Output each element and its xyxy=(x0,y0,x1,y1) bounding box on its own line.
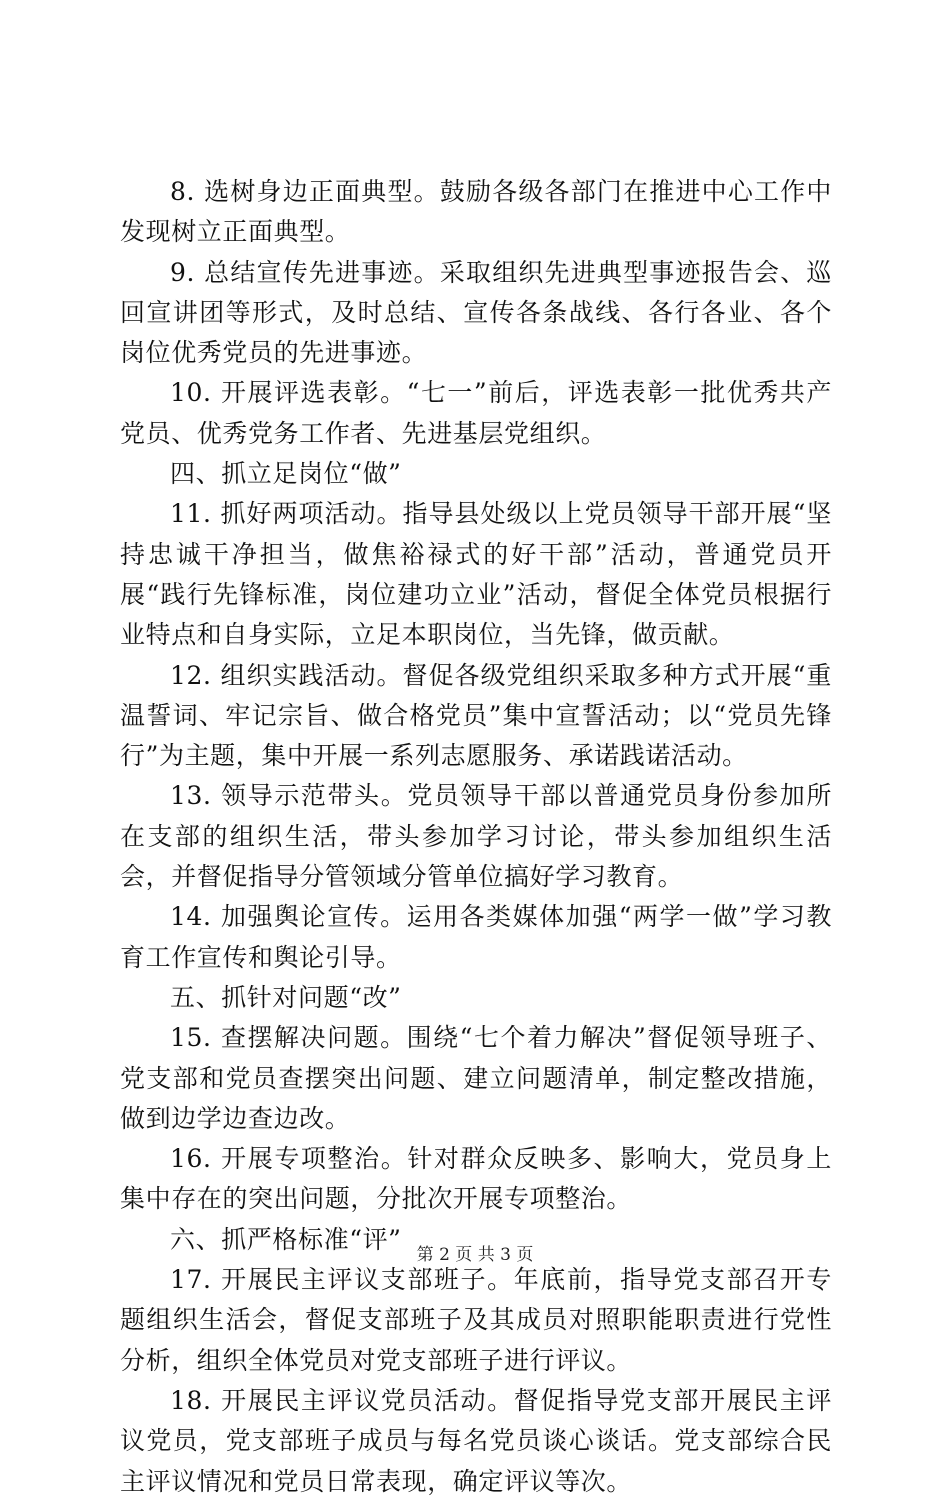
section-heading-4: 四、抓立足岗位“做” xyxy=(170,459,402,489)
paragraph-item-18: 18. 开展民主评议党员活动。督促指导党支部开展民主评议党员，党支部班子成员与每名党员谈心谈话。党支部综合民主评议情况和党员日常表现，确定评议等次。 xyxy=(120,1385,832,1496)
section-heading-5: 五、抓针对问题“改” xyxy=(170,982,402,1012)
page-number-footer: 第 2 页 共 3 页 xyxy=(416,1245,534,1265)
paragraph-item-17: 17. 开展民主评议支部班子。年底前，指导党支部召开专题组织生活会，督促支部班子及其成员对照职能职责进行党性分析，组织全体党员对党支部班子进行评议。 xyxy=(120,1265,832,1375)
paragraph-item-9: 9. 总结宣传先进事迹。采取组织先进典型事迹报告会、巡回宣讲团等形式，及时总结、宣传各条战线、各行各业、各个岗位优秀党员的先进事迹。 xyxy=(120,257,832,368)
paragraph-item-13: 13. 领导示范带头。党员领导干部以普通党员身份参加所在支部的组织生活，带头参加学习讨论，带头参加组织生活会，并督促指导分管领域分管单位搞好学习教育。 xyxy=(120,781,832,892)
paragraph-item-11: 11. 抓好两项活动。指导县处级以上党员领导干部开展“坚持忠诚干净担当，做焦裕禄式的好干部”活动，普通党员开展“践行先锋标准，岗位建功立业”活动，督促全体党员根据行业特点和自身实际，立足本职岗位，当先锋，做贡献。 xyxy=(120,499,832,650)
paragraph-item-10: 10. 开展评选表彰。“七一”前后，评选表彰一批优秀共产党员、优秀党务工作者、先进基层党组织。 xyxy=(120,378,832,448)
section-heading-6: 六、抓严格标准“评” xyxy=(170,1224,402,1254)
paragraph-item-12: 12. 组织实践活动。督促各级党组织采取多种方式开展“重温誓词、牢记宗旨、做合格党员”集中宣誓活动；以“党员先锋行”为主题，集中开展一系列志愿服务、承诺践诺活动。 xyxy=(120,660,832,771)
document-body xyxy=(120,172,832,1502)
paragraph-item-15: 15. 查摆解决问题。围绕“七个着力解决”督促领导班子、党支部和党员查摆突出问题、建立问题清单，制定整改措施，做到边学边查边改。 xyxy=(120,1023,832,1133)
paragraph-item-14: 14. 加强舆论宣传。运用各类媒体加强“两学一做”学习教育工作宣传和舆论引导。 xyxy=(120,902,832,972)
paragraph-item-8: 8. 选树身边正面典型。鼓励各级各部门在推进中心工作中发现树立正面典型。 xyxy=(120,177,832,247)
paragraph-item-16: 16. 开展专项整治。针对群众反映多、影响大，党员身上集中存在的突出问题，分批次开展专项整治。 xyxy=(120,1144,832,1214)
